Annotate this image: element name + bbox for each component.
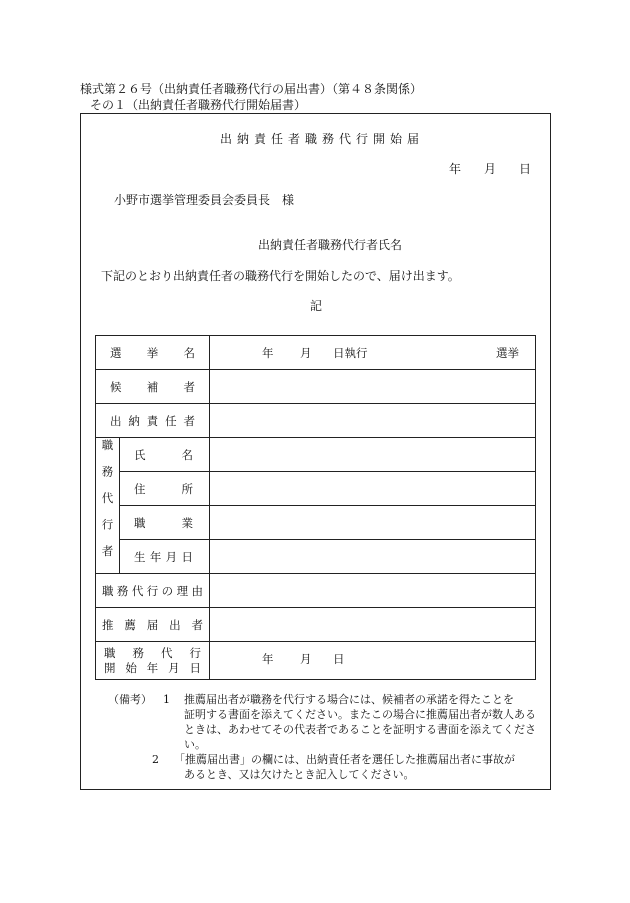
deputy-address-value[interactable] <box>210 472 536 506</box>
row-reason <box>96 574 536 608</box>
candidate-value[interactable] <box>210 370 536 404</box>
note-2-number: 2 <box>152 753 159 766</box>
row-start-date <box>96 642 536 680</box>
election-value[interactable] <box>210 336 536 370</box>
row-deputy-address <box>96 472 536 506</box>
row-deputy-name <box>96 438 536 472</box>
start-date-label-line2: 開始年月日 <box>104 660 201 675</box>
reason-value[interactable] <box>210 574 536 608</box>
recommender-value[interactable] <box>210 608 536 642</box>
deputy-birthdate-value[interactable] <box>210 540 536 574</box>
sub-form-title: その１（出納責任者職務代行開始届書） <box>90 98 307 112</box>
document-title: 出納責任者職務代行開始届 <box>220 132 425 146</box>
row-recommender <box>96 608 536 642</box>
ki-heading: 記 <box>310 299 323 313</box>
deputy-group-label: 職務代行者 <box>96 438 120 574</box>
start-day: 日 <box>333 652 345 666</box>
row-candidate <box>96 370 536 404</box>
note-1-text-1: 推薦届出者が職務を代行する場合には、候補者の承諾を得たことを <box>184 693 514 706</box>
form-number: 様式第２６号（出納責任者職務代行の届出書）（第４８条関係） <box>80 82 423 96</box>
deputy-occupation-value[interactable] <box>210 506 536 540</box>
note-1-text-4: い。 <box>184 738 206 751</box>
row-deputy-birthdate <box>96 540 536 574</box>
notes-label: （備考） <box>108 693 152 706</box>
note-2-text-1: 「推薦届出書」の欄には、出納責任者を選任した推薦届出者に事故が <box>174 753 515 766</box>
start-year: 年 <box>262 652 274 666</box>
recommender-label: 推薦届出者 <box>96 608 210 642</box>
note-2-line1 <box>108 752 536 767</box>
row-deputy-occupation <box>96 506 536 540</box>
applicant-name-label: 出納責任者職務代行者氏名 <box>258 238 403 252</box>
deputy-occupation-label: 職業 <box>120 506 210 540</box>
row-treasurer <box>96 404 536 438</box>
form-table <box>95 335 536 680</box>
start-date-value[interactable] <box>210 642 536 680</box>
candidate-label: 候補者 <box>96 370 210 404</box>
election-suffix: 選挙 <box>496 346 519 360</box>
election-label: 選挙名 <box>96 336 210 370</box>
date-month: 月 <box>484 162 497 176</box>
start-date-label-line1: 職務代行 <box>104 645 201 660</box>
election-day-exec: 日執行 <box>333 346 368 360</box>
note-2-text-2: あるとき、又は欠けたとき記入してください。 <box>184 768 415 781</box>
deputy-address-label: 住所 <box>120 472 210 506</box>
addressee: 小野市選挙管理委員会委員長 様 <box>114 193 295 207</box>
deputy-birthdate-label: 生年月日 <box>120 540 210 574</box>
date-year: 年 <box>449 162 462 176</box>
start-date-label <box>96 642 210 680</box>
notes <box>108 692 536 782</box>
row-election <box>96 336 536 370</box>
date-day: 日 <box>519 162 532 176</box>
start-month: 月 <box>300 652 312 666</box>
note-1-line1 <box>108 692 536 707</box>
intro-text: 下記のとおり出納責任者の職務代行を開始したので、届け出ます。 <box>101 269 460 283</box>
note-1-text-3: ときは、あわせてその代表者であることを証明する書面を添えてくださ <box>184 723 536 736</box>
election-month: 月 <box>300 346 312 360</box>
deputy-name-label: 氏名 <box>120 438 210 472</box>
election-year: 年 <box>262 346 274 360</box>
treasurer-label: 出納責任者 <box>96 404 210 438</box>
note-1-text-2: 証明する書面を添えてください。またこの場合に推薦届出者が数人ある <box>184 708 536 721</box>
deputy-name-value[interactable] <box>210 438 536 472</box>
reason-label: 職務代行の理由 <box>96 574 210 608</box>
note-1-number: 1 <box>163 693 170 706</box>
treasurer-value[interactable] <box>210 404 536 438</box>
